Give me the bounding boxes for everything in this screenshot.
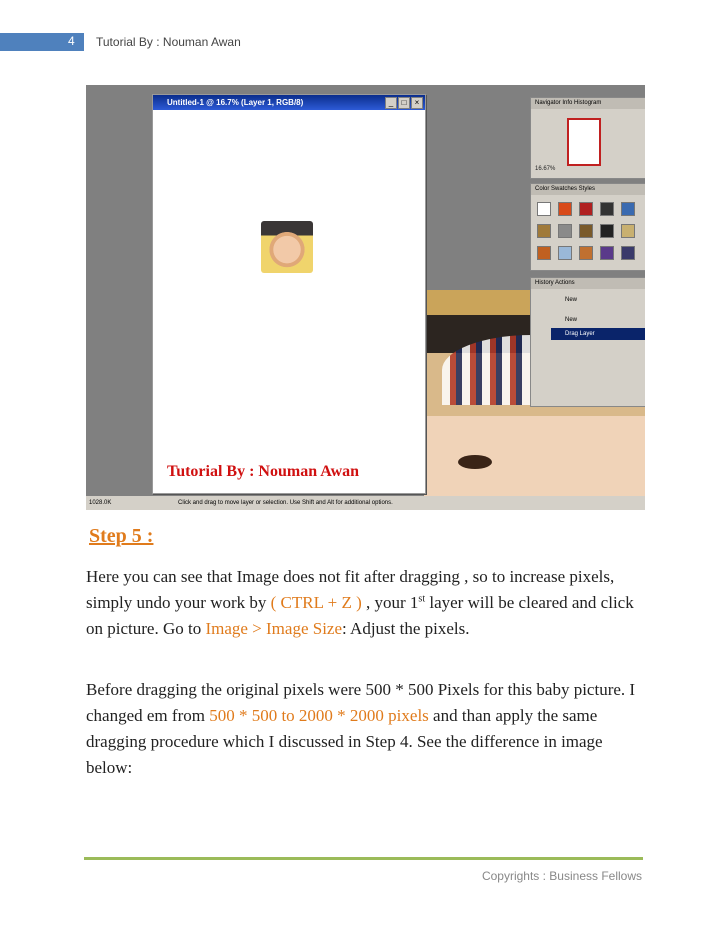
- photoshop-screenshot: [86, 85, 645, 510]
- styles-tabs: Color Swatches Styles: [531, 184, 645, 195]
- baby-eyes: [458, 455, 492, 469]
- step-heading: Step 5 :: [89, 525, 154, 547]
- style-swatch: [600, 202, 614, 216]
- footer-line: [84, 857, 643, 860]
- text-run: : Adjust the pixels.: [342, 619, 470, 638]
- highlight-shortcut: ( CTRL + Z ): [270, 593, 362, 612]
- text-run: , your 1: [361, 593, 419, 612]
- history-item: New: [565, 297, 578, 303]
- style-swatch: [558, 224, 572, 238]
- paragraph-pixels: [86, 677, 646, 781]
- footer-text: Copyrights : Business Fellows: [481, 869, 642, 883]
- style-swatch: [558, 202, 572, 216]
- history-palette: [530, 277, 645, 407]
- status-text: Click and drag to move layer or selection. Use Shift and Alt for additional options.: [178, 500, 393, 506]
- document-title-bar: [153, 95, 425, 110]
- status-bar: [86, 496, 645, 510]
- highlight-pixels: 500 * 500 to 2000 * 2000 pixels: [209, 706, 429, 725]
- styles-palette: [530, 183, 645, 271]
- style-swatch: [537, 202, 551, 216]
- paragraph-undo: [86, 564, 646, 642]
- document-window: [152, 94, 426, 494]
- style-swatch: [621, 246, 635, 260]
- style-swatch: [621, 224, 635, 238]
- style-swatch: [537, 246, 551, 260]
- navigator-tabs: Navigator Info Histogram: [531, 98, 645, 109]
- highlight-menu-path: Image > Image Size: [205, 619, 343, 638]
- close-icon: ×: [411, 97, 423, 109]
- style-swatch: [579, 246, 593, 260]
- text-run: Here you can see that Image does not fit after dragging , so to increase pixels, simply undo your work by: [86, 567, 615, 612]
- navigator-palette: [530, 97, 645, 179]
- status-size: 1028.0K: [89, 500, 112, 506]
- document-caption: Tutorial By : Nouman Awan: [167, 463, 360, 480]
- history-tabs: History Actions: [531, 278, 645, 289]
- history-item: New: [565, 317, 578, 323]
- style-swatch: [600, 224, 614, 238]
- history-item-selected: Drag Layer: [551, 328, 645, 340]
- header-title: Tutorial By : Nouman Awan: [96, 35, 241, 49]
- text-run: and than apply the same dragging procedure which I discussed in Step 4. See the difference in image below:: [86, 706, 603, 777]
- style-swatch: [621, 202, 635, 216]
- text-run: Before dragging the original pixels were 500 * 500 Pixels for this baby picture. I changed em from: [86, 680, 636, 725]
- style-swatch: [579, 224, 593, 238]
- style-swatch: [558, 246, 572, 260]
- style-swatch: [579, 202, 593, 216]
- style-swatch: [537, 224, 551, 238]
- page-number: 4: [68, 34, 75, 48]
- minimize-icon: _: [385, 97, 397, 109]
- navigator-preview: [567, 118, 601, 166]
- document-window-title: Untitled-1 @ 16.7% (Layer 1, RGB/8): [167, 98, 304, 107]
- navigator-zoom: 16.67%: [535, 166, 556, 172]
- maximize-icon: □: [398, 97, 410, 109]
- style-swatch: [600, 246, 614, 260]
- baby-thumbnail: [261, 221, 313, 273]
- text-run: layer will be cleared and click on picture. Go to: [86, 593, 634, 638]
- superscript: st: [418, 593, 426, 605]
